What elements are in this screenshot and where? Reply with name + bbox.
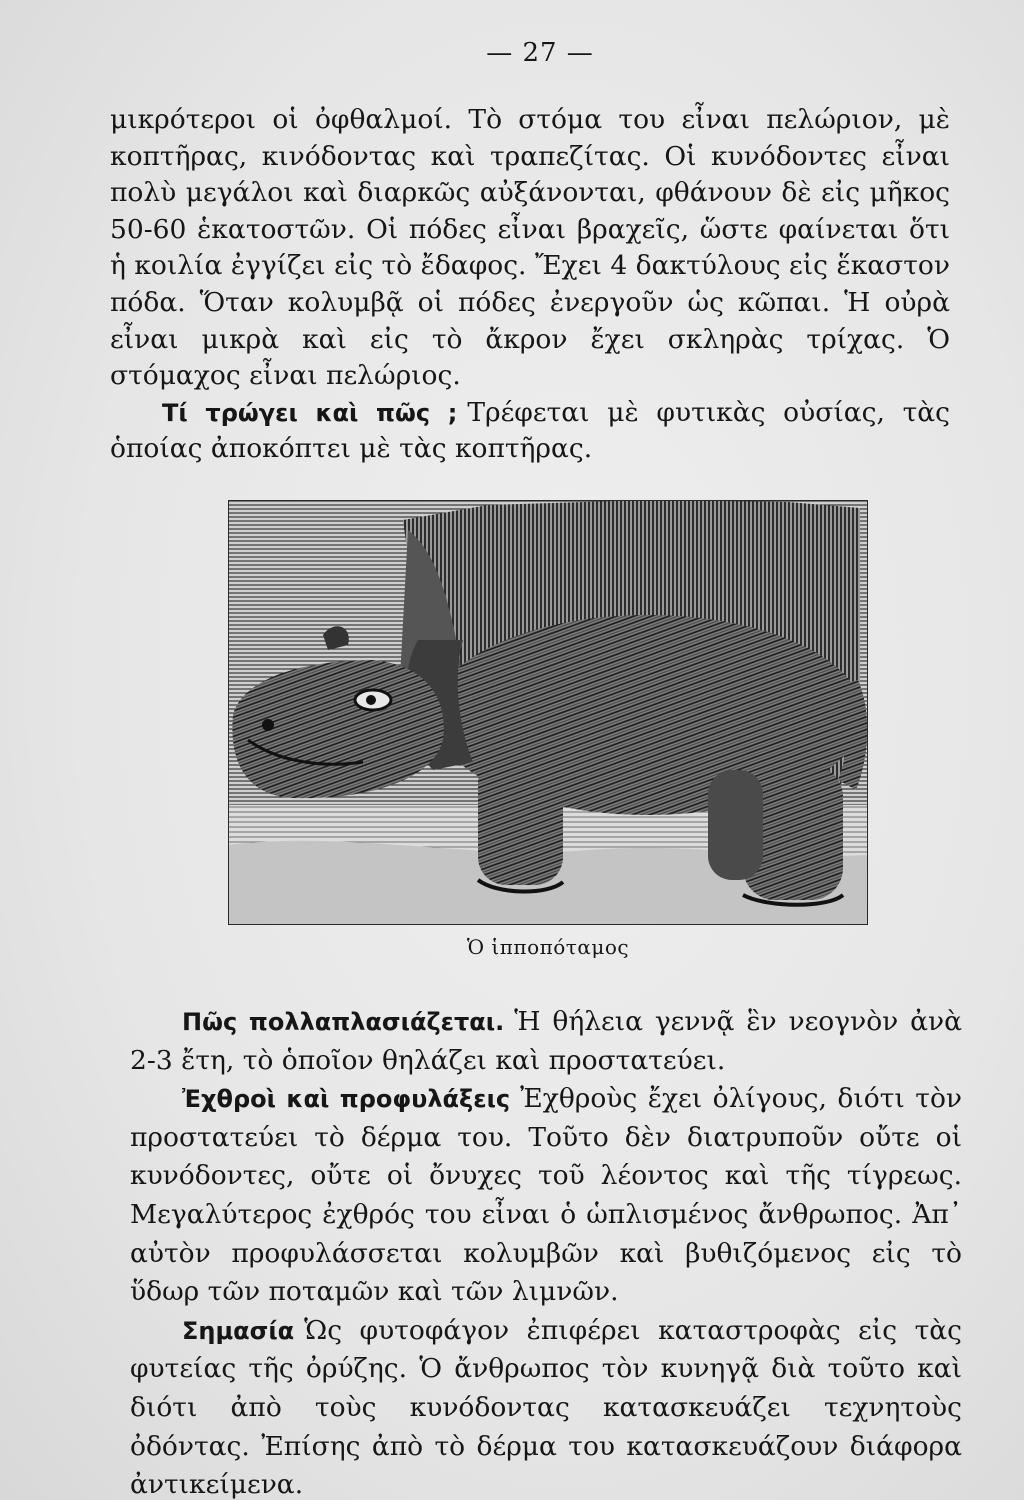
importance-heading: Σημασία	[182, 1316, 295, 1345]
reproduction-heading: Πῶς πολλαπλασιάζεται.	[182, 1008, 505, 1036]
food-text: Τρέφεται μὲ φυτικὰς οὐσίας, τὰς ὁποίας ἀποκόπτει μὲ τὰς κοπτῆρας.	[110, 396, 950, 465]
paragraph-anatomy: μικρότεροι οἱ ὀφθαλμοί. Τὸ στόμα του εἶναι πελώριον, μὲ κοπτῆρας, κινόδοντας καὶ τραπεζίτας. Οἱ κυνόδοντες εἶναι πολὺ μεγάλοι καὶ διαρκῶς αὐξάνονται, φθάνουν δὲ εἰς μῆκος 50-60 ἑκατοστῶν. Οἱ πόδες εἶναι βραχεῖς, ὥστε φαίνεται ὅτι ἡ κοιλία ἐγγίζει εἰς τὸ ἔδαφος. Ἔχει 4 δακτύλους εἰς ἕκαστον πόδα. Ὅταν κολυμβᾷ οἱ πόδες ἐνεργοῦν ὡς κῶπαι. Ἡ οὐρὰ εἶναι μικρὰ καὶ εἰς τὸ ἄκρον ἔχει σκληρὰς τρίχας. Ὁ στόμαχος εἶναι πελώριος.	[110, 104, 950, 392]
figure-caption: Ὁ ἱπποπόταμος	[466, 935, 630, 959]
paragraph-reproduction	[130, 1003, 962, 1080]
paragraph-enemies	[130, 1080, 962, 1312]
paragraph-food	[110, 395, 950, 468]
enemies-heading: Ἐχθροὶ καὶ προφυλάξεις	[182, 1085, 511, 1114]
hippopotamus-engraving	[228, 500, 868, 925]
hippopotamus-illustration	[228, 500, 868, 925]
reproduction-text: Ἡ θήλεια γεννᾷ ἓν νεογνὸν ἀνὰ 2-3 ἔτη, τὸ ὁποῖον θηλάζει καὶ προστατεύει.	[130, 1006, 962, 1076]
paragraph-importance	[130, 1312, 962, 1500]
enemies-text: Ἐχθροὺς ἔχει ὀλίγους, διότι τὸν προστατεύει τὸ δέρμα του. Τοῦτο δὲν διατρυποῦν οὔτε οἱ κυνόδοντες, οὔτε οἱ ὄνυχες τοῦ λέοντος καὶ τῆς τίγρεως. Μεγαλύτερος ἐχθρός του εἶναι ὁ ὡπλισμένος ἄνθρωπος. Ἀπ᾽ αὐτὸν προφυλάσσεται κολυμβῶν καὶ βυθιζόμενος εἰς τὸ ὕδωρ τῶν ποταμῶν καὶ τῶν λιμνῶν.	[130, 1083, 963, 1308]
importance-text: Ὡς φυτοφάγον ἐπιφέρει καταστροφὰς εἰς τὰς φυτείας τῆς ὀρύζης. Ὁ ἄνθρωπος τὸν κυνηγᾷ διὰ τοῦτο καὶ διότι ἀπὸ τοὺς κυνόδοντας κατασκευάζει τεχνητοὺς ὀδόντας. Ἐπίσης ἀπὸ τὸ δέρμα του κατασκευάζουν διάφορα ἀντικείμενα.	[130, 1314, 962, 1500]
food-heading: Τί τρώγει καὶ πῶς ;	[162, 398, 458, 427]
page-number: — 27 —	[486, 38, 594, 68]
top-text-block	[110, 102, 950, 468]
bottom-text-block	[130, 1003, 962, 1500]
